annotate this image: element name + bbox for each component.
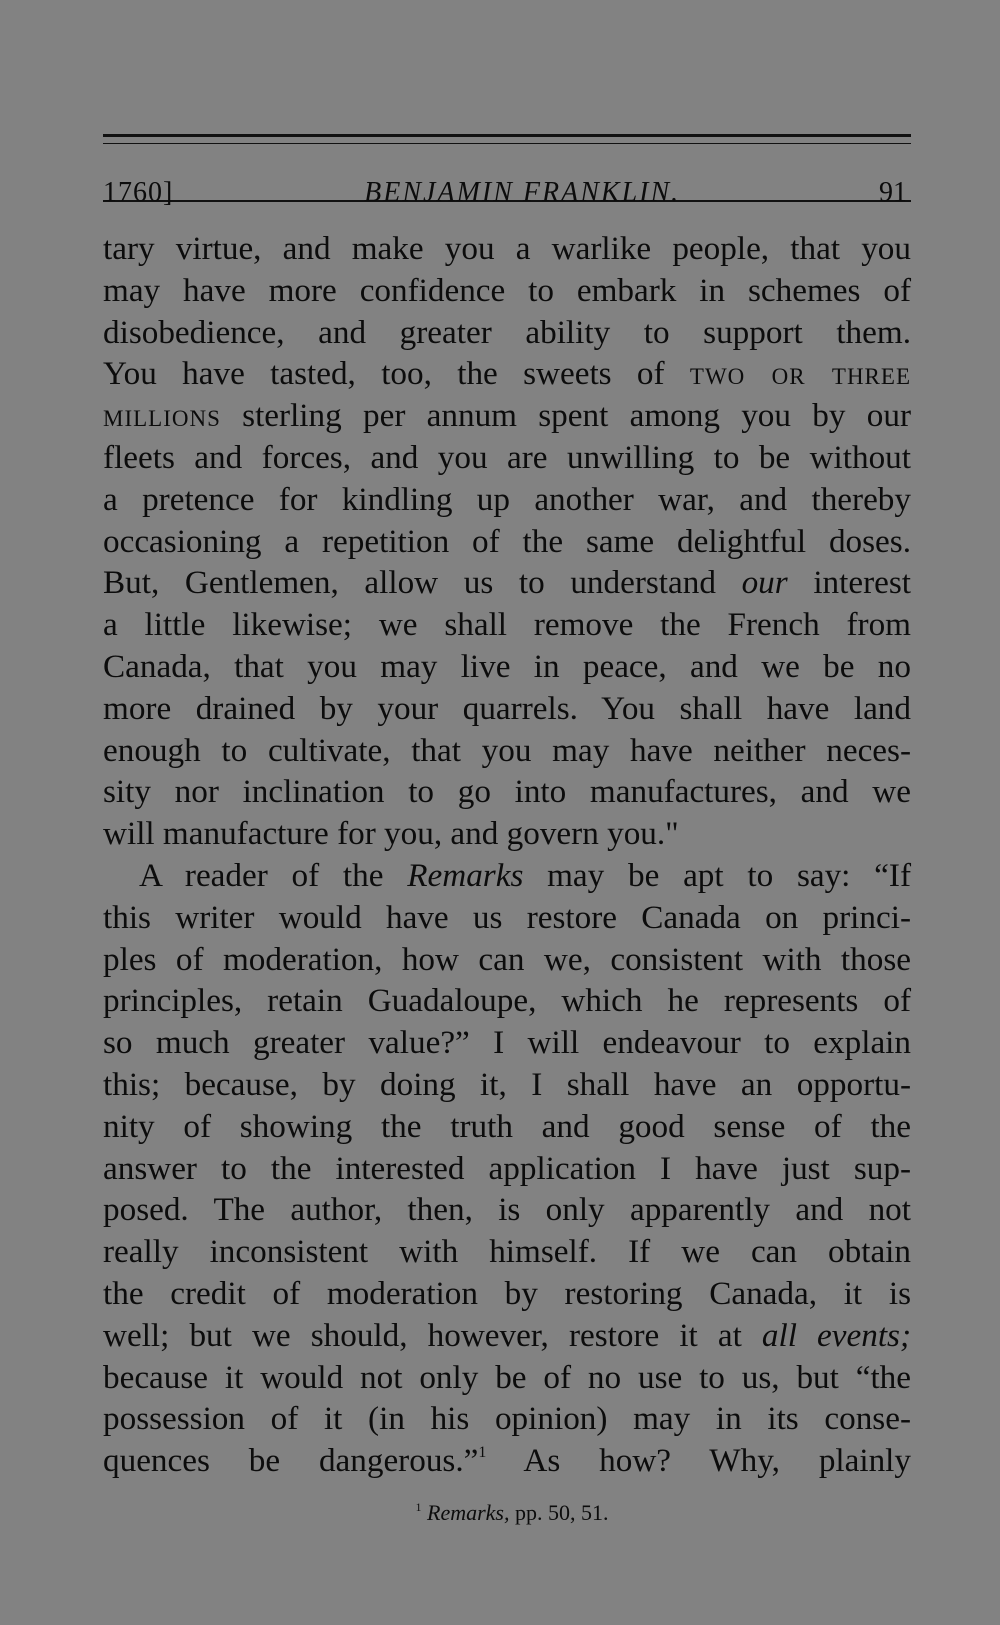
text-line: enough to cultivate, that you may have neither neces- bbox=[103, 731, 911, 769]
footnote bbox=[103, 1500, 911, 1526]
book-page bbox=[103, 134, 911, 1526]
text-line: nity of showing the truth and good sense of the bbox=[103, 1107, 911, 1145]
text-run: But, Gentlemen, allow us to understand bbox=[103, 564, 742, 602]
running-header bbox=[103, 144, 911, 208]
text-line bbox=[103, 562, 911, 604]
text-line: a little likewise; we shall remove the French from bbox=[103, 606, 911, 644]
text-line: this; because, by doing it, I shall have an opportu- bbox=[103, 1065, 911, 1103]
header-title: BENJAMIN FRANKLIN. bbox=[364, 177, 681, 208]
text-line bbox=[103, 395, 911, 437]
text-line: disobedience, and greater ability to support them. bbox=[103, 313, 911, 351]
text-line: occasioning a repetition of the same delightful doses. bbox=[103, 522, 911, 560]
page-number: 91 bbox=[879, 177, 907, 208]
text-line: posed. The author, then, is only apparently and not bbox=[103, 1191, 911, 1229]
footnote-work: Remarks, bbox=[427, 1499, 510, 1525]
small-caps-text: millions bbox=[103, 397, 221, 435]
italic-text: all events; bbox=[761, 1316, 912, 1354]
text-line: ples of moderation, how can we, consistent with those bbox=[103, 940, 911, 978]
text-line: answer to the interested application I have just sup- bbox=[103, 1149, 911, 1187]
text-line: the credit of moderation by restoring Canada, it is bbox=[103, 1274, 911, 1312]
text-run: may be apt to say: “If bbox=[523, 856, 911, 894]
small-caps-text: two or three bbox=[689, 355, 911, 393]
text-line: fleets and forces, and you are unwilling to be without bbox=[103, 438, 911, 476]
header-year: 1760] bbox=[103, 177, 174, 208]
text-run: well; but we should, however, restore it at bbox=[103, 1316, 762, 1354]
body-text bbox=[103, 228, 911, 1482]
text-line bbox=[103, 855, 911, 897]
text-line bbox=[103, 1315, 911, 1357]
text-line bbox=[103, 1440, 911, 1482]
footnote-marker: 1 bbox=[415, 1499, 422, 1514]
italic-text: our bbox=[741, 564, 788, 602]
footnote-ref: 1 bbox=[478, 1444, 487, 1462]
text-line: this writer would have us restore Canada on princi- bbox=[103, 898, 911, 936]
text-line: so much greater value?” I will endeavour to explain bbox=[103, 1024, 911, 1062]
text-line: a pretence for kindling up another war, and thereby bbox=[103, 480, 911, 518]
text-run: A reader of the bbox=[139, 856, 408, 894]
footnote-pages: pp. 50, 51. bbox=[509, 1499, 609, 1525]
text-line: tary virtue, and make you a warlike people, that you bbox=[103, 230, 911, 267]
text-run: quences be dangerous.” bbox=[103, 1442, 479, 1480]
text-line: principles, retain Guadaloupe, which he represents of bbox=[103, 982, 911, 1020]
text-line: Canada, that you may live in peace, and we be no bbox=[103, 647, 911, 685]
text-run: As how? Why, plainly bbox=[486, 1442, 911, 1480]
text-run: interest bbox=[787, 564, 911, 602]
text-run: sterling per annum spent among you by our bbox=[220, 397, 911, 435]
text-run: You have tasted, too, the sweets of bbox=[103, 355, 690, 393]
text-line: may have more confidence to embark in schemes of bbox=[103, 271, 911, 309]
text-line: sity nor inclination to go into manufactures, and we bbox=[103, 773, 911, 811]
text-line: will manufacture for you, and govern you." bbox=[103, 815, 679, 853]
text-line bbox=[103, 353, 911, 395]
text-line: possession of it (in his opinion) may in its conse- bbox=[103, 1400, 911, 1438]
text-line: because it would not only be of no use to us, but “the bbox=[103, 1358, 911, 1396]
text-line: really inconsistent with himself. If we can obtain bbox=[103, 1233, 911, 1271]
text-line: more drained by your quarrels. You shall have land bbox=[103, 689, 911, 727]
italic-text: Remarks bbox=[407, 856, 524, 894]
